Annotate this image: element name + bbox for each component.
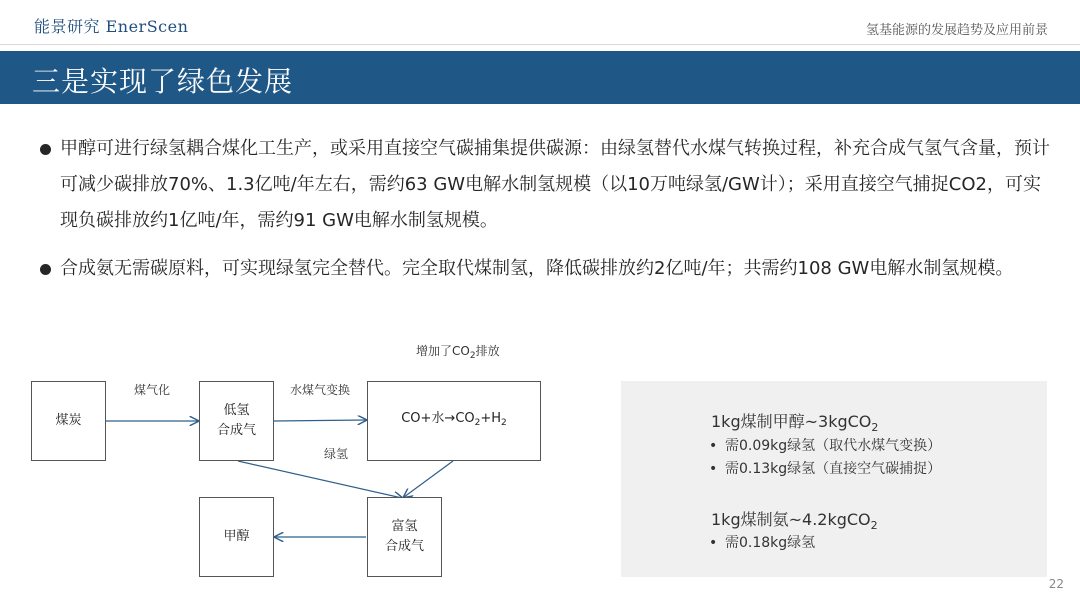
node-water-gas-shift: CO+水$\to CO_2+H_2$ (367, 381, 541, 461)
methanol-item: • 需0.09kg绿氢（取代水煤气变换） (709, 435, 941, 455)
node-methanol: 甲醇 (199, 497, 274, 577)
brand-logo: 能景研究 EnerScen (34, 17, 189, 36)
bullet-text: 甲醇可进行绿氢耦合煤化工生产，或采用直接空气碳捕集提供碳源：由绿氢替代水煤气转换过程，补充合成气氢气含量，预计可减少碳排放70%、1.3亿吨/年左右，需约63 GW电解水制氢规模（以10万吨绿氢/GW计）；采用直接空气捕捉CO2，可实现负碳排放约1亿吨/年，需约91 GW电解水制氢规模。 (60, 138, 1050, 231)
edge-label-gasify: 煤气化 (134, 383, 171, 397)
arrow-shift-to-richh (404, 461, 453, 497)
bullet-dot-icon (40, 264, 51, 275)
edge-label-green-h2: 绿氢 (324, 447, 349, 461)
methanol-item: • 需0.13kg绿氢（直接空气碳捕捉） (709, 458, 941, 478)
title-banner (0, 51, 1080, 104)
bullet-ammonia (40, 251, 1050, 287)
slide-title: 三是实现了绿色发展 (32, 65, 294, 98)
methanol-heading: 1kg煤制甲醇~3kgCO$_2$ (711, 412, 879, 434)
ammonia-item: • 需0.18kg绿氢 (709, 532, 815, 552)
header-divider (0, 44, 1080, 45)
arrow-lowh-to-richh (238, 461, 402, 498)
consumption-panel (621, 381, 1047, 577)
ammonia-heading: 1kg煤制氨~4.2kgCO$_2$ (711, 510, 878, 532)
co2-increase-note: 增加了$CO_2$排放 (416, 344, 500, 361)
process-diagram (0, 330, 600, 590)
arrow-lowh-to-shift (274, 420, 366, 421)
node-rich-hydrogen-syngas: 富氢 合成气 (367, 497, 442, 577)
bullet-text: 合成氨无需碳原料，可实现绿氢完全替代。完全取代煤制氢，降低碳排放约2亿吨/年；共需约108 GW电解水制氢规模。 (60, 258, 1014, 279)
node-coal: 煤炭 (31, 381, 106, 461)
bullet-dot-icon (40, 144, 51, 155)
edge-label-shift: 水煤气变换 (290, 383, 351, 397)
bullet-methanol (40, 131, 1050, 239)
document-title: 氢基能源的发展趋势及应用前景 (865, 23, 1048, 38)
page-number: 22 (1048, 577, 1064, 591)
node-low-hydrogen-syngas: 低氢 合成气 (199, 381, 274, 461)
